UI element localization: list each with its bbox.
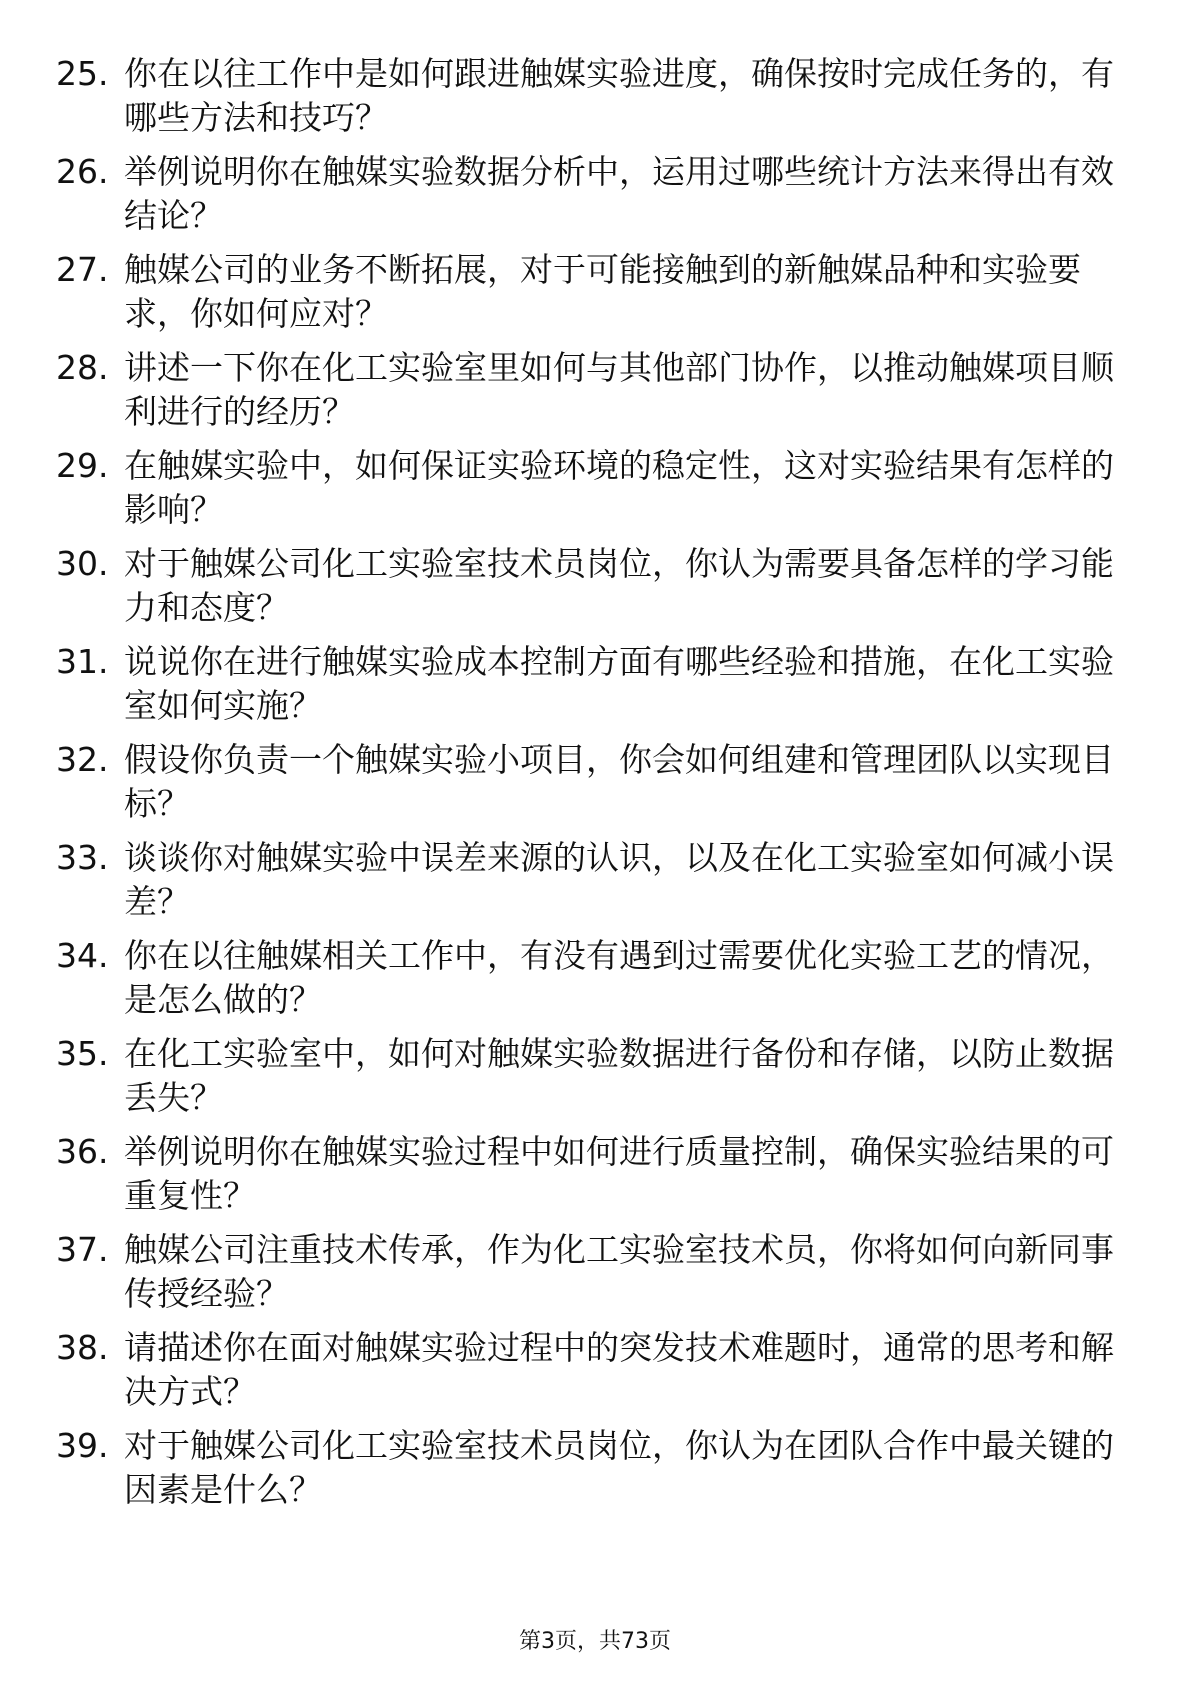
question-text: 说说你在进行触媒实验成本控制方面有哪些经验和措施，在化工实验室如何实施？ (124, 642, 1114, 725)
question-number: 37. (56, 1230, 109, 1269)
question-number: 35. (56, 1034, 109, 1073)
question-text: 请描述你在面对触媒实验过程中的突发技术难题时，通常的思考和解决方式？ (124, 1328, 1114, 1411)
question-number: 39. (56, 1426, 109, 1465)
question-text: 你在以往工作中是如何跟进触媒实验进度，确保按时完成任务的，有哪些方法和技巧？ (124, 54, 1114, 137)
question-text: 讲述一下你在化工实验室里如何与其他部门协作，以推动触媒项目顺利进行的经历？ (124, 348, 1114, 431)
question-item (56, 248, 1126, 346)
question-number: 27. (56, 250, 109, 289)
question-number: 30. (56, 544, 109, 583)
question-item (56, 1130, 1126, 1228)
question-text: 假设你负责一个触媒实验小项目，你会如何组建和管理团队以实现目标？ (124, 740, 1114, 823)
question-number: 32. (56, 740, 109, 779)
question-text: 在化工实验室中，如何对触媒实验数据进行备份和存储，以防止数据丢失？ (124, 1034, 1114, 1117)
question-text: 谈谈你对触媒实验中误差来源的认识，以及在化工实验室如何减小误差？ (124, 838, 1114, 921)
question-list (56, 52, 1126, 1522)
question-item (56, 738, 1126, 836)
question-item (56, 346, 1126, 444)
question-item (56, 1326, 1126, 1424)
question-number: 26. (56, 152, 109, 191)
question-text: 在触媒实验中，如何保证实验环境的稳定性，这对实验结果有怎样的影响？ (124, 446, 1114, 529)
question-number: 29. (56, 446, 109, 485)
question-item (56, 640, 1126, 738)
question-text: 对于触媒公司化工实验室技术员岗位，你认为需要具备怎样的学习能力和态度？ (124, 544, 1114, 627)
question-text: 举例说明你在触媒实验过程中如何进行质量控制，确保实验结果的可重复性？ (124, 1132, 1114, 1215)
question-item (56, 934, 1126, 1032)
question-text: 你在以往触媒相关工作中，有没有遇到过需要优化实验工艺的情况，是怎么做的？ (124, 936, 1114, 1019)
question-number: 28. (56, 348, 109, 387)
question-item (56, 444, 1126, 542)
question-number: 25. (56, 54, 109, 93)
question-number: 31. (56, 642, 109, 681)
question-number: 38. (56, 1328, 109, 1367)
question-text: 触媒公司的业务不断拓展，对于可能接触到的新触媒品种和实验要求，你如何应对？ (124, 250, 1081, 333)
question-number: 34. (56, 936, 109, 975)
question-item (56, 542, 1126, 640)
question-item (56, 836, 1126, 934)
question-number: 36. (56, 1132, 109, 1171)
page-number-footer: 第3页，共73页 (519, 1629, 671, 1654)
question-number: 33. (56, 838, 109, 877)
question-item (56, 150, 1126, 248)
question-text: 对于触媒公司化工实验室技术员岗位，你认为在团队合作中最关键的因素是什么？ (124, 1426, 1114, 1509)
question-text: 触媒公司注重技术传承，作为化工实验室技术员，你将如何向新同事传授经验？ (124, 1230, 1114, 1313)
question-item (56, 1032, 1126, 1130)
question-item (56, 1424, 1126, 1522)
question-text: 举例说明你在触媒实验数据分析中，运用过哪些统计方法来得出有效结论？ (124, 152, 1114, 235)
question-item (56, 1228, 1126, 1326)
question-item (56, 52, 1126, 150)
